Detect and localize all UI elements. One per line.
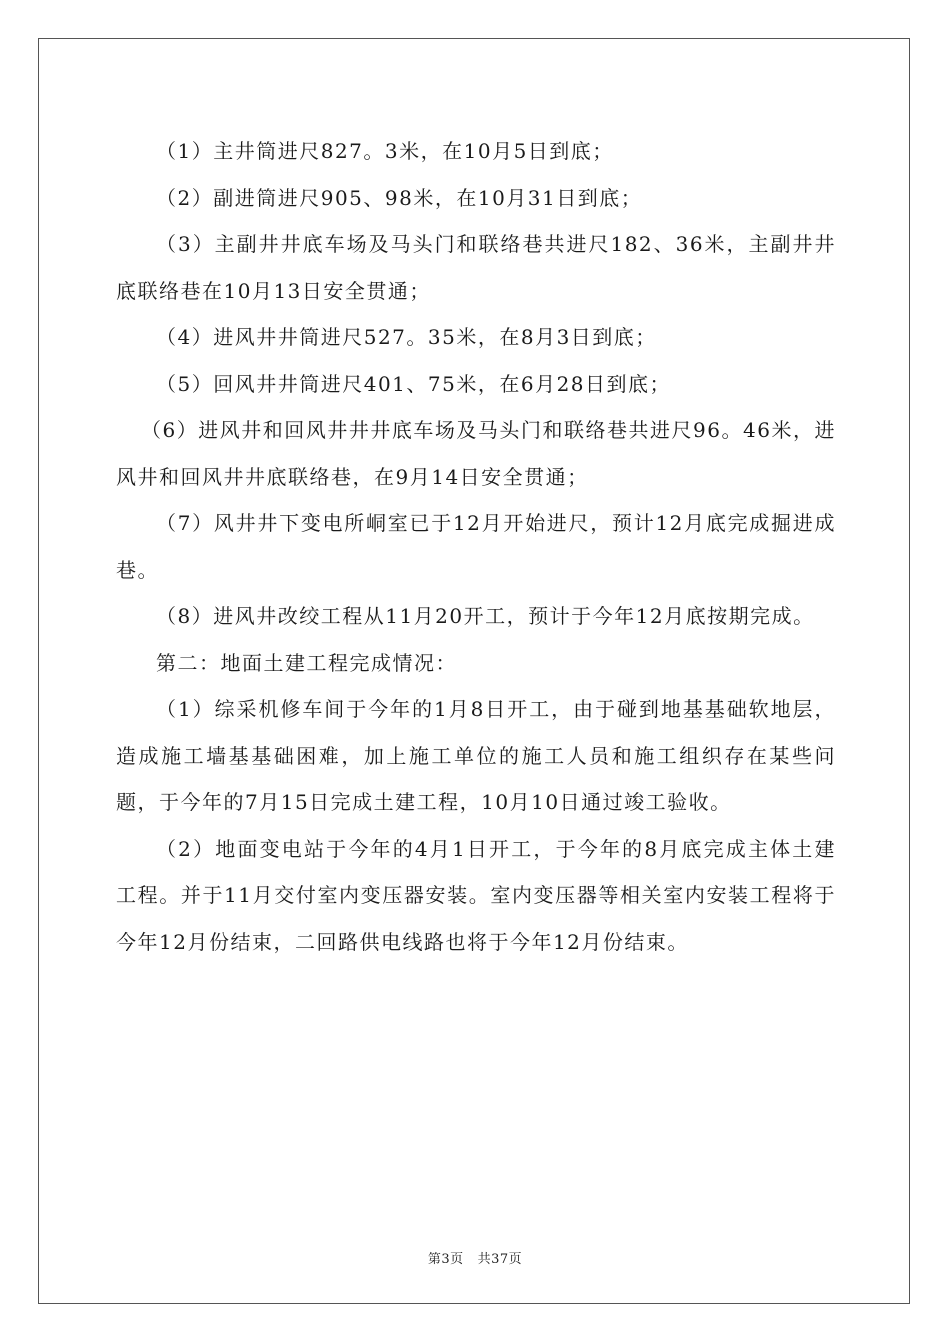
paragraph-item-5: （5）回风井井筒进尺401、75米，在6月28日到底；	[156, 371, 672, 396]
paragraph-item-8: （8）进风井改绞工程从11月20开工，预计于今年12月底按期完成。	[156, 604, 815, 628]
document-body	[116, 128, 836, 965]
page-footer	[0, 1248, 950, 1267]
page-total: 共37页	[477, 1252, 523, 1267]
paragraph-item-3: （3）主副井井底车场及马头门和联络巷共进尺182、36米，主副井井底联络巷在10月13日安全贯通；	[116, 232, 836, 303]
paragraph-item-7: （7）风井井下变电所峒室已于12月开始进尺，预计12月底完成掘进成巷。	[116, 511, 836, 582]
paragraph-item-4: （4）进风井井筒进尺527。35米，在8月3日到底；	[156, 325, 657, 349]
paragraph-item-6: （6）进风井和回风井井井底车场及马头门和联络巷共进尺96。46米，进风井和回风井井底联络巷，在9月14日安全贯通；	[116, 418, 836, 489]
section-heading-ground-works: 第二：地面土建工程完成情况：	[156, 650, 457, 675]
paragraph-item-10: （2）地面变电站于今年的4月1日开工，于今年的8月底完成主体土建工程。并于11月交付室内变压器安装。室内变压器等相关室内安装工程将于今年12月份结束，二回路供电线路也将于今年12月份结束。	[116, 836, 836, 954]
paragraph-item-2: （2）副进筒进尺905、98米，在10月31日到底；	[156, 185, 643, 210]
page-number: 第3页	[427, 1252, 464, 1267]
paragraph-item-1: （1）主井筒进尺827。3米，在10月5日到底；	[156, 139, 614, 163]
paragraph-item-9: （1）综采机修车间于今年的1月8日开工，由于碰到地基基础软地层，造成施工墙基基础困难，加上施工单位的施工人员和施工组织存在某些问题，于今年的7月15日完成土建工程，10月10日通过竣工验收。	[116, 697, 836, 814]
